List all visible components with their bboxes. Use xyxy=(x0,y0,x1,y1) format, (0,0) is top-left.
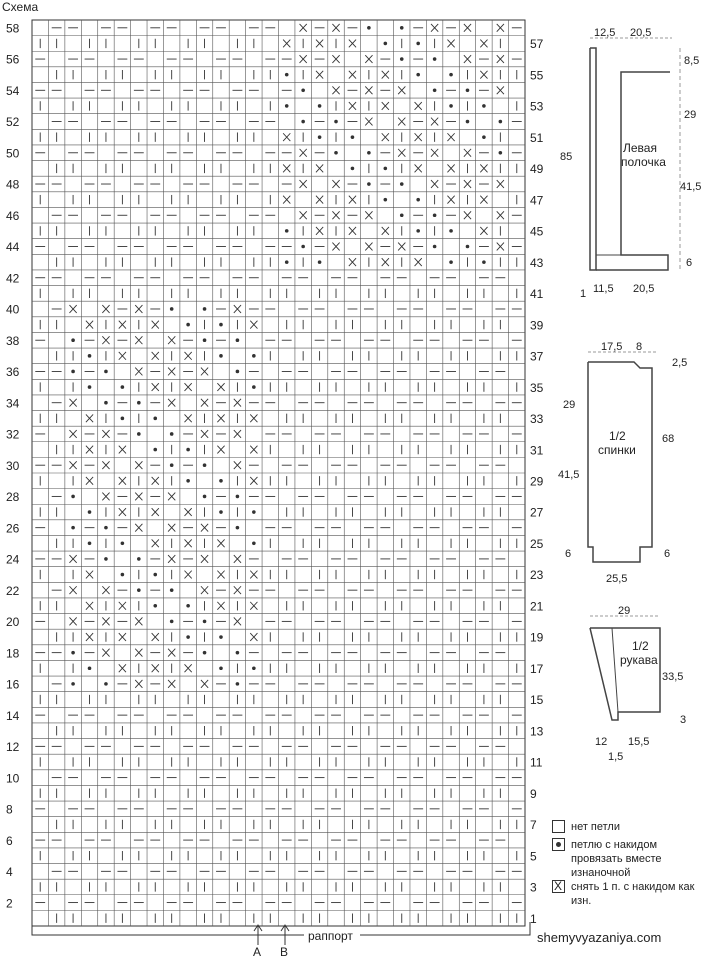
lf-armhole: 29 xyxy=(684,109,697,121)
row-number-right: 11 xyxy=(530,755,543,770)
row-number-left: 14 xyxy=(6,708,20,723)
row-number-right: 39 xyxy=(530,318,544,333)
row-number-right: 19 xyxy=(530,630,544,645)
row-number-right: 49 xyxy=(530,162,544,177)
empty-stitch-icon xyxy=(552,820,565,833)
row-number-right: 37 xyxy=(530,349,544,364)
row-number-right: 35 xyxy=(530,380,544,395)
back-top-b: 8 xyxy=(636,341,643,353)
chart-grid xyxy=(32,20,525,926)
lf-body: 41,5 xyxy=(680,181,702,193)
back-name-1: 1/2 xyxy=(609,429,626,443)
row-number-left: 24 xyxy=(6,552,20,567)
row-number-right: 47 xyxy=(530,193,544,208)
back-total: 68 xyxy=(662,433,675,445)
row-number-left: 56 xyxy=(6,52,20,67)
row-number-left: 58 xyxy=(6,21,20,36)
row-number-right: 41 xyxy=(530,287,544,302)
row-number-right: 57 xyxy=(530,37,544,52)
row-number-right: 55 xyxy=(530,68,544,83)
row-number-right: 45 xyxy=(530,224,544,239)
repeat-bracket xyxy=(32,922,530,959)
row-number-left: 36 xyxy=(6,365,20,380)
row-number-left: 18 xyxy=(6,646,20,661)
row-number-left: 30 xyxy=(6,458,20,473)
back-body: 41,5 xyxy=(558,469,580,481)
marker-b: B xyxy=(280,945,289,959)
lf-bottom-c: 20,5 xyxy=(633,283,655,295)
row-number-left: 2 xyxy=(6,896,13,911)
row-number-left: 32 xyxy=(6,427,20,442)
row-number-left: 28 xyxy=(6,490,20,505)
chart-title: Схема xyxy=(2,0,39,14)
row-number-right: 53 xyxy=(530,99,544,114)
sleeve-schematic xyxy=(590,605,686,763)
row-number-right: 25 xyxy=(530,536,544,551)
lf-top-b: 20,5 xyxy=(630,27,652,39)
sleeve-name-1: 1/2 xyxy=(632,639,649,653)
row-number-left: 34 xyxy=(6,396,20,411)
lf-bottom-b: 11,5 xyxy=(593,283,614,295)
row-number-right: 31 xyxy=(530,443,544,458)
lf-shoulder: 8,5 xyxy=(684,55,700,67)
row-number-right: 13 xyxy=(530,724,544,739)
lf-top-a: 12,5 xyxy=(594,27,616,39)
row-number-left: 8 xyxy=(6,802,13,817)
lf-bottom-a: 1 xyxy=(580,288,587,300)
lf-total: 85 xyxy=(560,151,573,163)
row-number-left: 52 xyxy=(6,115,20,130)
watermark: shemyvyazaniya.com xyxy=(537,930,662,945)
row-number-right: 15 xyxy=(530,693,544,708)
sleeve-top: 29 xyxy=(618,605,631,617)
row-number-right: 51 xyxy=(530,130,544,145)
row-number-right: 7 xyxy=(530,818,537,833)
back-top-a: 17,5 xyxy=(601,341,623,353)
back-width: 25,5 xyxy=(606,573,628,585)
left-front-schematic xyxy=(560,27,701,300)
row-number-right: 17 xyxy=(530,661,544,676)
row-number-left: 20 xyxy=(6,615,20,630)
sleeve-bottom-a: 12 xyxy=(595,736,608,748)
lf-name-1: Левая xyxy=(623,141,657,155)
x-stitch-icon: X xyxy=(552,880,565,893)
lf-hem: 6 xyxy=(686,257,693,269)
back-hem-l: 6 xyxy=(565,548,572,560)
row-number-left: 50 xyxy=(6,146,20,161)
row-number-right: 43 xyxy=(530,255,544,270)
row-number-left: 48 xyxy=(6,177,20,192)
row-number-right: 3 xyxy=(530,880,537,895)
row-number-left: 46 xyxy=(6,208,20,223)
sleeve-bottom-c: 1,5 xyxy=(608,751,624,763)
repeat-label: раппорт xyxy=(308,929,353,943)
row-number-right: 1 xyxy=(530,911,537,926)
back-armhole: 29 xyxy=(563,399,576,411)
row-number-left: 38 xyxy=(6,333,20,348)
row-number-right: 29 xyxy=(530,474,544,489)
back-slope: 2,5 xyxy=(672,357,688,369)
marker-a: A xyxy=(253,945,262,959)
sleeve-cuff: 3 xyxy=(680,714,687,726)
row-number-left: 26 xyxy=(6,521,20,536)
row-number-left: 42 xyxy=(6,271,20,286)
row-number-right: 27 xyxy=(530,505,544,520)
row-number-right: 23 xyxy=(530,568,544,583)
row-number-left: 40 xyxy=(6,302,20,317)
row-number-left: 16 xyxy=(6,677,20,692)
row-number-right: 5 xyxy=(530,849,537,864)
row-number-right: 21 xyxy=(530,599,544,614)
row-number-left: 6 xyxy=(6,833,13,848)
dot-stitch-icon xyxy=(552,838,565,851)
sleeve-length: 33,5 xyxy=(662,671,684,683)
back-schematic xyxy=(558,341,687,585)
back-name-2: спинки xyxy=(598,443,636,457)
row-number-right: 9 xyxy=(530,786,537,801)
legend-text-dot: петлю с накидом провязать вместе изнаночной xyxy=(571,839,662,879)
legend-text-x: снять 1 п. с накидом как изн. xyxy=(571,881,695,907)
lf-name-2: полочка xyxy=(621,155,666,169)
row-number-left: 4 xyxy=(6,865,13,880)
row-number-left: 54 xyxy=(6,83,20,98)
sleeve-name-2: рукава xyxy=(620,653,658,667)
row-number-left: 44 xyxy=(6,240,20,255)
row-number-left: 22 xyxy=(6,583,20,598)
row-number-left: 12 xyxy=(6,740,20,755)
back-hem-r: 6 xyxy=(664,548,671,560)
row-number-right: 33 xyxy=(530,412,544,427)
row-number-left: 10 xyxy=(6,771,20,786)
sleeve-bottom-b: 15,5 xyxy=(628,736,650,748)
legend-text-empty: нет петли xyxy=(571,821,620,833)
